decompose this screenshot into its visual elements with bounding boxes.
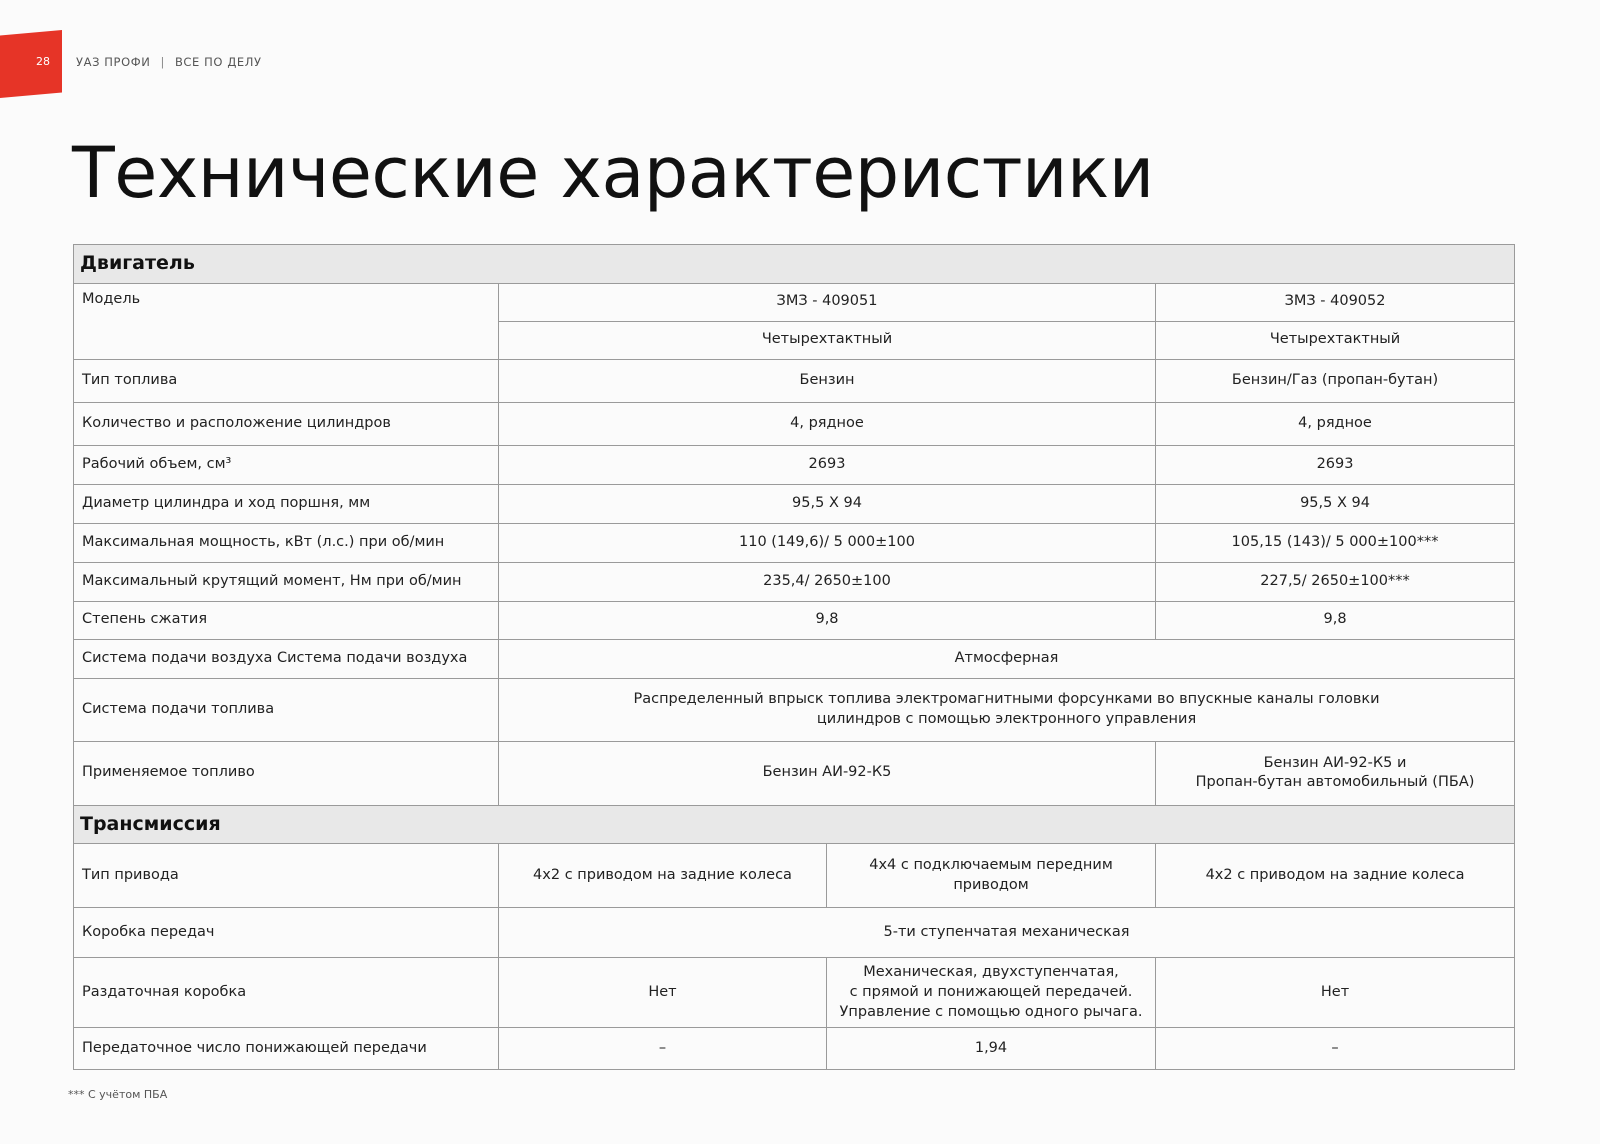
row-label-fuel-used: Применяемое топливо xyxy=(74,741,499,805)
low-gear-ratio-value-1: – xyxy=(499,1028,827,1070)
bore-stroke-value-2: 95,5 X 94 xyxy=(1156,484,1515,523)
header-separator: | xyxy=(160,55,165,69)
transfer-case-value-3: Нет xyxy=(1156,958,1515,1028)
footnote: *** С учётом ПБА xyxy=(68,1088,168,1101)
section-engine xyxy=(74,245,1515,284)
fuel-used-value-2-line-1: Бензин АИ-92-К5 и xyxy=(1263,754,1407,771)
row-label-bore-stroke: Диаметр цилиндра и ход поршня, мм xyxy=(74,484,499,523)
table-row xyxy=(74,908,1515,958)
drive-value-3: 4x2 с приводом на задние колеса xyxy=(1156,844,1515,908)
max-power-value-2: 105,15 (143)/ 5 000±100*** xyxy=(1156,523,1515,562)
low-gear-ratio-value-3: – xyxy=(1156,1028,1515,1070)
table-row xyxy=(74,402,1515,445)
table-row xyxy=(74,484,1515,523)
row-label-compression: Степень сжатия xyxy=(74,601,499,639)
row-label-gearbox: Коробка передач xyxy=(74,908,499,958)
table-row xyxy=(74,523,1515,562)
row-label-transfer-case: Раздаточная коробка xyxy=(74,958,499,1028)
section-title-engine: Двигатель xyxy=(74,245,1515,284)
row-label-fuel-system: Система подачи топлива xyxy=(74,678,499,741)
drive-value-2 xyxy=(827,844,1156,908)
displacement-value-1: 2693 xyxy=(499,445,1156,484)
drive-value-2-line-2: приводом xyxy=(953,876,1029,893)
drive-value-1: 4x2 с приводом на задние колеса xyxy=(499,844,827,908)
fuel-system-line-1: Распределенный впрыск топлива электромагнитными форсунками во впускные каналы головки xyxy=(633,691,1380,708)
row-label-model: Модель xyxy=(74,283,499,359)
max-power-value-1: 110 (149,6)/ 5 000±100 xyxy=(499,523,1156,562)
table-row xyxy=(74,601,1515,639)
transfer-case-value-1: Нет xyxy=(499,958,827,1028)
page-title: Технические характеристики xyxy=(72,132,1154,214)
tagline-label: ВСЕ ПО ДЕЛУ xyxy=(174,55,262,69)
table-row xyxy=(74,844,1515,908)
fuel-used-value-2 xyxy=(1156,741,1515,805)
max-torque-value-1: 235,4/ 2650±100 xyxy=(499,562,1156,601)
cycle-value-2: Четырехтактный xyxy=(1156,321,1515,359)
table-row xyxy=(74,359,1515,402)
cycle-value-1: Четырехтактный xyxy=(499,321,1156,359)
model-value-1: ЗМЗ - 409051 xyxy=(499,283,1156,321)
cylinders-value-2: 4, рядное xyxy=(1156,402,1515,445)
table-row xyxy=(74,639,1515,678)
row-label-max-power: Максимальная мощность, кВт (л.с.) при об/мин xyxy=(74,523,499,562)
row-label-drive: Тип привода xyxy=(74,844,499,908)
running-header xyxy=(76,55,262,69)
transfer-case-value-2 xyxy=(827,958,1156,1028)
fuel-used-value-1: Бензин АИ-92-К5 xyxy=(499,741,1156,805)
row-label-fuel-type: Тип топлива xyxy=(74,359,499,402)
table-row xyxy=(74,445,1515,484)
table-row xyxy=(74,283,1515,321)
row-label-displacement: Рабочий объем, см³ xyxy=(74,445,499,484)
section-title-transmission: Трансмиссия xyxy=(74,805,1515,844)
brand-label: УАЗ ПРОФИ xyxy=(76,55,151,69)
low-gear-ratio-value-2: 1,94 xyxy=(827,1028,1156,1070)
air-intake-value: Атмосферная xyxy=(499,639,1515,678)
page-tab-marker xyxy=(0,30,62,98)
section-transmission xyxy=(74,805,1515,844)
table-row xyxy=(74,1028,1515,1070)
fuel-system-value xyxy=(499,678,1515,741)
gearbox-value: 5-ти ступенчатая механическая xyxy=(499,908,1515,958)
table-row xyxy=(74,741,1515,805)
row-label-max-torque: Максимальный крутящий момент, Нм при об/мин xyxy=(74,562,499,601)
fuel-used-value-2-line-2: Пропан-бутан автомобильный (ПБА) xyxy=(1195,774,1475,791)
transfer-case-value-2-line-3: Управление с помощью одного рычага. xyxy=(839,1003,1143,1020)
compression-value-2: 9,8 xyxy=(1156,601,1515,639)
row-label-low-gear-ratio: Передаточное число понижающей передачи xyxy=(74,1028,499,1070)
fuel-type-value-1: Бензин xyxy=(499,359,1156,402)
fuel-system-line-2: цилиндров с помощью электронного управления xyxy=(816,710,1197,727)
model-value-2: ЗМЗ - 409052 xyxy=(1156,283,1515,321)
compression-value-1: 9,8 xyxy=(499,601,1156,639)
row-label-air-intake: Система подачи воздуха Система подачи воздуха xyxy=(74,639,499,678)
table-row xyxy=(74,678,1515,741)
drive-value-2-line-1: 4х4 с подключаемым передним xyxy=(869,857,1113,874)
row-label-cylinders: Количество и расположение цилиндров xyxy=(74,402,499,445)
displacement-value-2: 2693 xyxy=(1156,445,1515,484)
transfer-case-value-2-line-1: Механическая, двухступенчатая, xyxy=(863,964,1119,981)
transfer-case-value-2-line-2: с прямой и понижающей передачей. xyxy=(849,984,1133,1000)
table-row xyxy=(74,562,1515,601)
max-torque-value-2: 227,5/ 2650±100*** xyxy=(1156,562,1515,601)
cylinders-value-1: 4, рядное xyxy=(499,402,1156,445)
fuel-type-value-2: Бензин/Газ (пропан-бутан) xyxy=(1156,359,1515,402)
specs-table xyxy=(73,244,1515,1070)
page-number: 28 xyxy=(36,55,50,68)
table-row xyxy=(74,958,1515,1028)
bore-stroke-value-1: 95,5 X 94 xyxy=(499,484,1156,523)
